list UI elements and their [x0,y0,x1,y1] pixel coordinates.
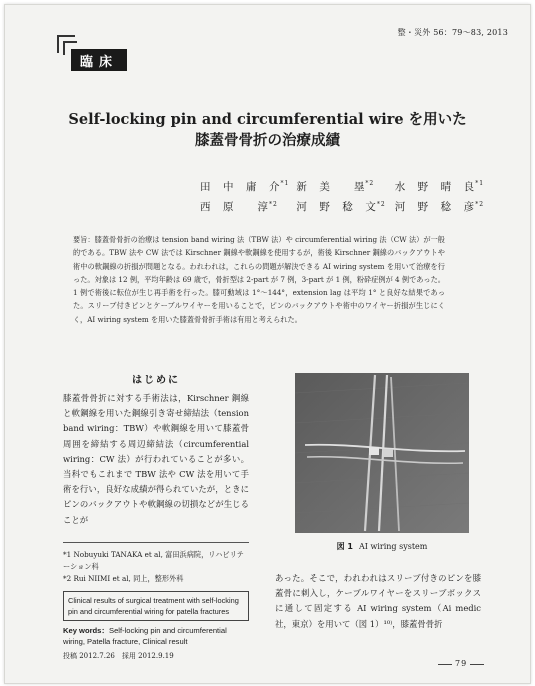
figure-caption [295,541,469,552]
title-line-1: Self-locking pin and circumferential wire を用いた [68,111,467,128]
author-name: 田 中 庸 介$^{*1}$ [200,180,290,193]
author-name: 水 野 晴 良$^{*1}$ [394,180,485,193]
title-line-2: 膝蓋骨骨折の治療成績 [195,132,340,149]
paper-page [4,4,531,684]
right-column-text: あった。そこで，われわれはスリーブ付きのピンを膝蓋骨に刺入し，ケーブルワイヤーをスリーブボックスに通して固定する AI wiring system（Ai medic 社，東京）を用いて（図 1）¹⁰⁾，膝蓋骨骨折 [275,573,481,629]
author-name: 新 美 塁$^{*2}$ [296,180,375,193]
submission-dates: 投稿 2012.7.26 採用 2012.9.19 [63,651,174,660]
author-list [200,175,484,216]
section-heading: はじめに [132,375,180,386]
keywords-label: Key words： [63,625,109,635]
wiring-system-photo [295,373,469,533]
figure-label: 図 1 [336,542,353,551]
footnote: *2 Rui NIIMI et al, 同上，整形外科 [63,573,184,583]
journal-reference: 整・災外 56：79～83, 2013 [397,28,508,37]
author-name: 河 野 稔 文$^{*2}$ [296,200,386,213]
figure-caption-text: AI wiring system [359,542,428,551]
category-label: 臨床 [71,49,127,71]
author-name: 西 原 淳$^{*2}$ [200,200,278,213]
category-badge [57,29,137,75]
author-name: 河 野 稔 彦$^{*2}$ [394,200,485,213]
footnote-divider [63,542,249,543]
intro-text: 膝蓋骨骨折に対する手術法は，Kirschner 鋼線と軟鋼線を用いた鋼線引き寄せ締結法（tension band wiring：TBW）や軟鋼線を用いて膝蓋骨周囲を締結する周辺締結法（circumferential wiring：CW 法）が行われていることが多い。当科でもこれまで TBW 法や CW 法を用いて手術を行い，良好な成績が得られていたが，ときにピンのバックアウトや軟鋼線の切損などが生じることが [63,393,249,525]
english-title-box: Clinical results of surgical treatment with self-locking pin and circumferential wiring for patella fractures [63,591,249,621]
footnote: *1 Nobuyuki TANAKA et al, 富田浜病院，リハビリテーション科 [63,549,244,571]
keywords [63,625,249,647]
left-column [63,371,249,661]
figure-photo [295,373,469,533]
article-title [5,109,530,151]
keywords-text: Self-locking pin and circumferential wiring, Patella fracture, Clinical result [63,625,227,646]
page-number: 79 [435,659,487,668]
abstract: 要旨：膝蓋骨骨折の治療は tension band wiring 法（TBW 法）や circumferential wiring 法（CW 法）が一般的である。TBW 法や CW 法では Kirschner 鋼線や軟鋼線を使用するが，術後 Kirschner 鋼線のバックアウトや術中の軟鋼線の折損が問題となる。われわれは，これらの問題が解決できる AI wiring system を用いて治療を行った。対象は 12 例，平均年齢は 69 歳で，骨折型は 2-part が 7 例，3-part が 1 例，粉砕症例が 4 例であった。1 例で術後に転位が生じ再手術を行った。膝可動域は 1°～144°，extension lag は平均 1° と良好な結果であった。スリーブ付きピンとケーブルワイヤーを用いることで，ピンのバックアウトや術中のワイヤー折損が生じにくく，AI wiring system を用いた膝蓋骨骨折手術は有用と考えられた。 [73,235,445,324]
